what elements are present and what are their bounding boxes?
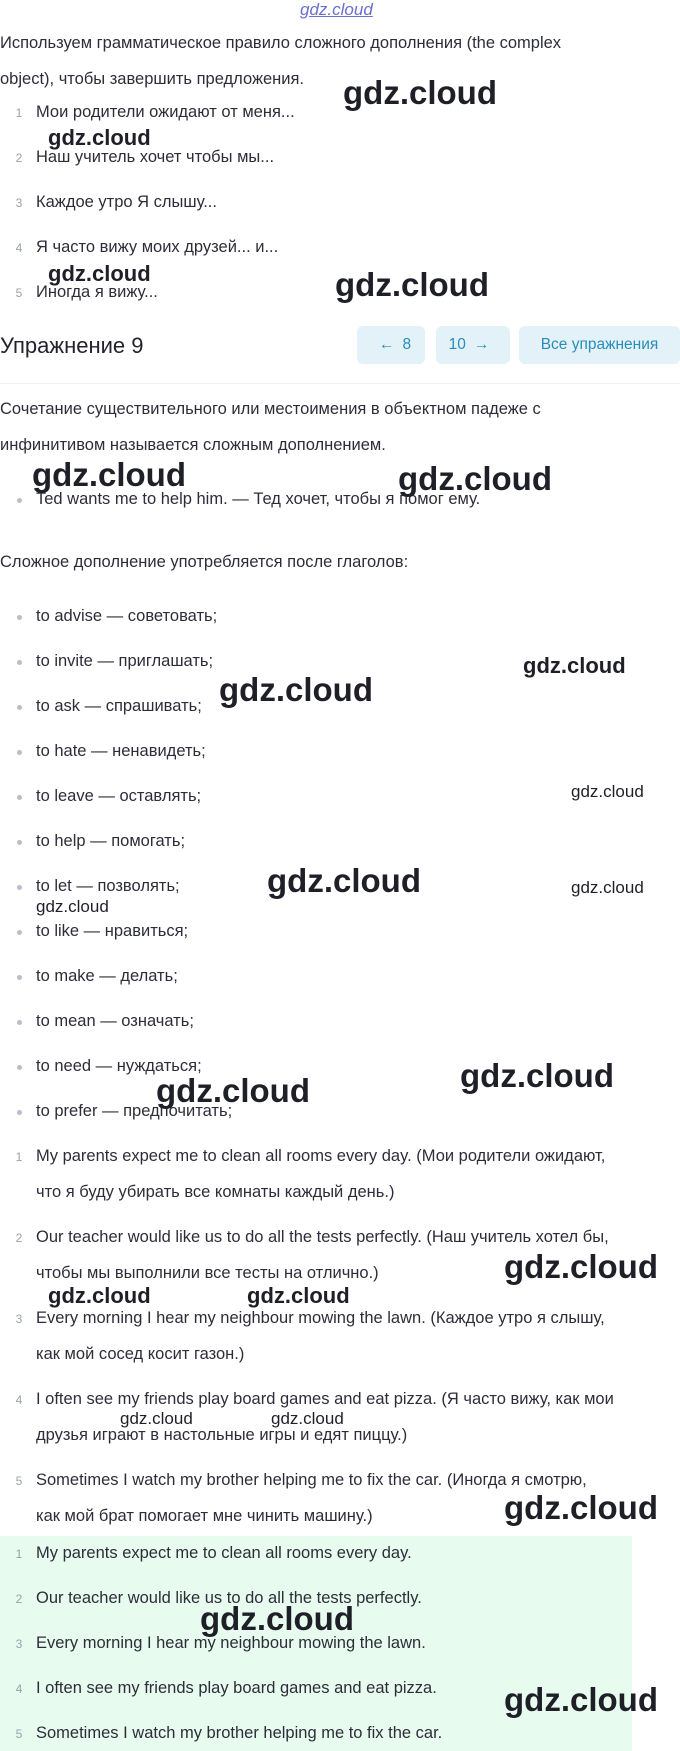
watermark: gdz.cloud [247, 1283, 350, 1308]
section-divider [0, 383, 680, 384]
final-answer-number: 3 [15, 1637, 23, 1651]
answer-line: Sometimes I watch my brother helping me to fix the car. (Иногда я смотрю, [36, 1471, 587, 1489]
bullet-dot [17, 975, 22, 980]
answer-line: I often see my friends play board games and eat pizza. (Я часто вижу, как мои [36, 1390, 614, 1408]
bullet-dot [17, 750, 22, 755]
watermark: gdz.cloud [32, 456, 186, 493]
theory-line-2: инфинитивом называется сложным дополнением. [0, 436, 386, 454]
verb-item: to make — делать; [36, 967, 178, 985]
watermark: gdz.cloud [343, 74, 497, 111]
task-item: Иногда я вижу... [36, 283, 158, 301]
watermark: gdz.cloud [504, 1248, 658, 1285]
final-answer: Sometimes I watch my brother helping me to fix the car. [36, 1724, 443, 1742]
final-answer: Every morning I hear my neighbour mowing the lawn. [36, 1634, 426, 1652]
next-exercise-button[interactable] [436, 326, 510, 364]
final-answer-number: 1 [15, 1547, 23, 1561]
watermark: gdz.cloud [200, 1600, 354, 1637]
bullet-dot [17, 1020, 22, 1025]
watermark: gdz.cloud [120, 1409, 193, 1428]
watermark: gdz.cloud [571, 782, 644, 801]
watermark: gdz.cloud [36, 897, 109, 916]
all-exercises-label: Все упражнения [540, 336, 659, 353]
answer-translation: что я буду убирать все комнаты каждый день.) [36, 1183, 395, 1201]
arrow-right-icon: → [473, 336, 490, 353]
bullet-dot [17, 705, 22, 710]
watermark: gdz.cloud [156, 1072, 310, 1109]
exercise-title: Упражнение 9 [0, 333, 144, 358]
intro-line-2: object), чтобы завершить предложения. [0, 70, 305, 88]
watermark: gdz.cloud [48, 125, 151, 150]
watermark: gdz.cloud [267, 862, 421, 899]
watermark: gdz.cloud [523, 653, 626, 678]
verb-item: to like — нравиться; [36, 922, 189, 940]
theory-example: Ted wants me to help him. — Тед хочет, чтобы я помог ему. [36, 490, 481, 508]
watermark: gdz.cloud [48, 1283, 151, 1308]
all-exercises-button[interactable] [519, 326, 680, 364]
watermark: gdz.cloud [504, 1681, 658, 1718]
verb-item: to hate — ненавидеть; [36, 742, 206, 760]
bullet-dot [17, 1065, 22, 1070]
bullet-dot [17, 660, 22, 665]
prev-exercise-label: 8 [402, 336, 412, 353]
answer-number: 1 [15, 1150, 23, 1164]
verb-item: to advise — советовать; [36, 607, 218, 625]
watermark: gdz.cloud [219, 671, 373, 708]
answer-translation: друзья играют в настольные игры и едят пиццу.) [36, 1426, 408, 1444]
prev-exercise-button[interactable] [357, 326, 425, 364]
answer-line: Our teacher would like us to do all the tests perfectly. (Наш учитель хотел бы, [36, 1228, 609, 1246]
answer-number: 3 [15, 1312, 23, 1326]
intro-line-1: Используем грамматическое правило сложного дополнения (the complex [0, 34, 562, 52]
answer-number: 2 [15, 1231, 23, 1245]
bullet-dot [17, 615, 22, 620]
bullet-dot [17, 930, 22, 935]
watermark: gdz.cloud [571, 878, 644, 897]
verbs-intro: Сложное дополнение употребляется после глаголов: [0, 553, 409, 571]
verb-item: to let — позволять; [36, 877, 180, 895]
answer-line: My parents expect me to clean all rooms every day. (Мои родители ожидают, [36, 1147, 606, 1165]
site-logo[interactable]: gdz.cloud [300, 0, 373, 19]
verb-item: to need — нуждаться; [36, 1057, 202, 1075]
answer-number: 5 [15, 1474, 23, 1488]
task-number: 4 [15, 241, 23, 255]
task-number: 5 [15, 286, 23, 300]
task-number: 3 [15, 196, 23, 210]
task-number: 2 [15, 151, 23, 165]
watermark: gdz.cloud [504, 1489, 658, 1526]
watermark: gdz.cloud [460, 1057, 614, 1094]
task-item: Наш учитель хочет чтобы мы... [36, 148, 275, 166]
answer-translation: как мой брат помогает мне чинить машину.) [36, 1507, 373, 1525]
theory-line-1: Сочетание существительного или местоимения в объектном падеже с [0, 400, 541, 418]
final-answer: My parents expect me to clean all rooms every day. [36, 1544, 412, 1562]
bullet-dot [17, 498, 22, 503]
answer-translation: чтобы мы выполнили все тесты на отлично.) [36, 1264, 379, 1282]
answer-line: Every morning I hear my neighbour mowing the lawn. (Каждое утро я слышу, [36, 1309, 605, 1327]
bullet-dot [17, 795, 22, 800]
final-answer: Our teacher would like us to do all the tests perfectly. [36, 1589, 422, 1607]
task-item: Мои родители ожидают от меня... [36, 103, 295, 121]
final-answer-number: 5 [15, 1727, 23, 1741]
watermark: gdz.cloud [398, 460, 552, 497]
verb-item: to help — помогать; [36, 832, 186, 850]
final-answer: I often see my friends play board games and eat pizza. [36, 1679, 437, 1697]
verb-item: to leave — оставлять; [36, 787, 202, 805]
bullet-dot [17, 1110, 22, 1115]
arrow-left-icon: ← [378, 336, 395, 353]
watermark: gdz.cloud [271, 1409, 344, 1428]
task-number: 1 [15, 106, 23, 120]
bullet-dot [17, 840, 22, 845]
final-answer-number: 4 [15, 1682, 23, 1696]
verb-item: to ask — спрашивать; [36, 697, 202, 715]
watermark: gdz.cloud [335, 266, 489, 303]
verb-item: to prefer — предпочитать; [36, 1102, 233, 1120]
next-exercise-label: 10 [448, 336, 466, 353]
watermark: gdz.cloud [48, 261, 151, 286]
final-answer-number: 2 [15, 1592, 23, 1606]
answer-translation: как мой сосед косит газон.) [36, 1345, 245, 1363]
task-item: Я часто вижу моих друзей... и... [36, 238, 279, 256]
verb-item: to invite — приглашать; [36, 652, 214, 670]
task-item: Каждое утро Я слышу... [36, 193, 217, 211]
answer-number: 4 [15, 1393, 23, 1407]
verb-item: to mean — означать; [36, 1012, 194, 1030]
bullet-dot [17, 885, 22, 890]
